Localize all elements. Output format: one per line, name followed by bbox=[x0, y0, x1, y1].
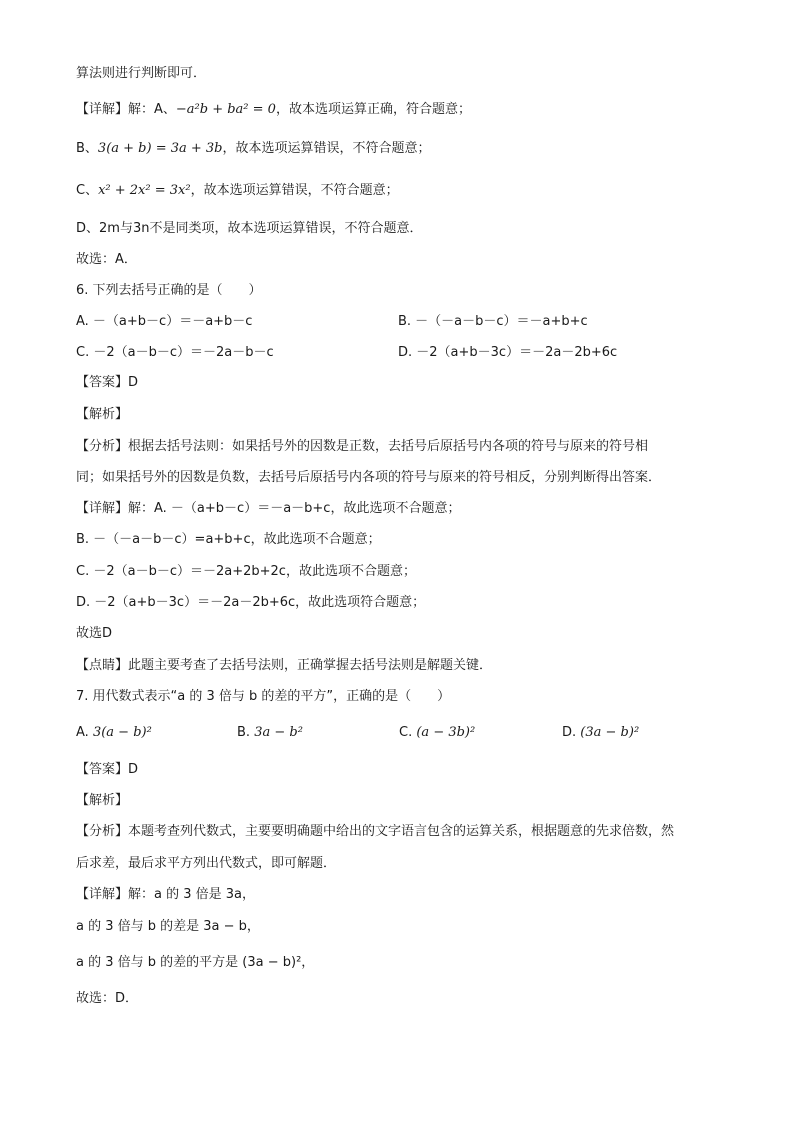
question-6: 6. 下列去括号正确的是（ ） bbox=[76, 283, 262, 298]
q7-option-d bbox=[562, 722, 639, 744]
answer-7: 【答案】D bbox=[76, 762, 139, 777]
math-expression: (3a − b)² bbox=[580, 725, 640, 740]
analysis-heading-6: 【解析】 bbox=[76, 407, 129, 422]
detail-6-line-3: C. －2（a－b－c）＝－2a+2b+2c，故此选项不合题意； bbox=[76, 564, 416, 579]
analysis-6-line-1: 【分析】根据去括号法则：如果括号外的因数是正数，去括号后原括号内各项的符号与原来的符号相 bbox=[76, 439, 649, 454]
line-suffix: ，故本选项运算错误，不符合题意； bbox=[222, 141, 431, 156]
choice-6: 故选D bbox=[76, 626, 113, 641]
line-prefix: 【详解】解：A、 bbox=[76, 102, 176, 117]
option-letter: D. bbox=[562, 725, 577, 740]
math-expression: 3(a + b) = 3a + 3b bbox=[97, 141, 223, 156]
math-expression: 3(a − b)² bbox=[92, 725, 152, 740]
question-7: 7. 用代数式表示“a 的 3 倍与 b 的差的平方”，正确的是（ ） bbox=[76, 689, 451, 704]
solution-line-d: D、2m与3n不是同类项，故本选项运算错误，不符合题意． bbox=[76, 221, 423, 236]
math-expression: −a²b + ba² = 0 bbox=[175, 102, 276, 117]
answer-6: 【答案】D bbox=[76, 375, 139, 390]
option-letter: A. bbox=[76, 725, 89, 740]
q6-option-d: D. －2（a+b－3c）＝－2a－2b+6c bbox=[398, 345, 618, 360]
solution-line-a bbox=[76, 100, 471, 120]
choice-line: 故选：A． bbox=[76, 252, 137, 267]
line-prefix: C、 bbox=[76, 183, 99, 198]
detail-6-line-4: D. －2（a+b－3c）＝－2a－2b+6c，故此选项符合题意； bbox=[76, 595, 426, 610]
q7-option-b bbox=[237, 722, 303, 744]
comment-6: 【点睛】此题主要考查了去括号法则，正确掌握去括号法则是解题关键． bbox=[76, 658, 493, 673]
choice-7: 故选：D． bbox=[76, 991, 139, 1006]
q6-option-b: B. －（－a－b－c）＝－a+b+c bbox=[398, 314, 588, 329]
math-expression: (a − 3b)² bbox=[416, 725, 476, 740]
line-suffix: ，故本选项运算错误，不符合题意； bbox=[190, 183, 399, 198]
detail-7-line-3: a 的 3 倍与 b 的差的平方是 (3a − b)²， bbox=[76, 955, 315, 970]
analysis-7-line-2: 后求差，最后求平方列出代数式，即可解题． bbox=[76, 856, 337, 871]
option-letter: B. bbox=[237, 725, 251, 740]
detail-7-line-2: a 的 3 倍与 b 的差是 3a − b， bbox=[76, 919, 260, 934]
analysis-heading-7: 【解析】 bbox=[76, 793, 129, 808]
q6-option-c: C. －2（a－b－c）＝－2a－b－c bbox=[76, 345, 274, 360]
q6-option-a: A. －（a+b－c）＝－a+b－c bbox=[76, 314, 253, 329]
text-line: 算法则进行判断即可． bbox=[76, 66, 207, 81]
detail-6-line-2: B. －（－a－b－c）=a+b+c，故此选项不合题意； bbox=[76, 532, 381, 547]
analysis-7-line-1: 【分析】本题考查列代数式，主要要明确题中给出的文字语言包含的运算关系，根据题意的先求倍数，然 bbox=[76, 824, 675, 839]
math-expression: x² + 2x² = 3x² bbox=[98, 183, 191, 198]
option-letter: C. bbox=[399, 725, 413, 740]
solution-line-b bbox=[76, 139, 431, 159]
analysis-6-line-2: 同；如果括号外的因数是负数，去括号后原括号内各项的符号与原来的符号相反，分别判断得出答案． bbox=[76, 470, 662, 485]
detail-7-line-1: 【详解】解：a 的 3 倍是 3a， bbox=[76, 887, 256, 902]
q7-option-c bbox=[399, 722, 475, 744]
line-suffix: ，故本选项运算正确，符合题意； bbox=[275, 102, 471, 117]
line-prefix: B、 bbox=[76, 141, 98, 156]
detail-6-line-1: 【详解】解：A. －（a+b－c）＝－a－b+c，故此选项不合题意； bbox=[76, 501, 461, 516]
math-expression: 3a − b² bbox=[254, 725, 303, 740]
q7-option-a bbox=[76, 722, 152, 744]
solution-line-c bbox=[76, 181, 399, 201]
